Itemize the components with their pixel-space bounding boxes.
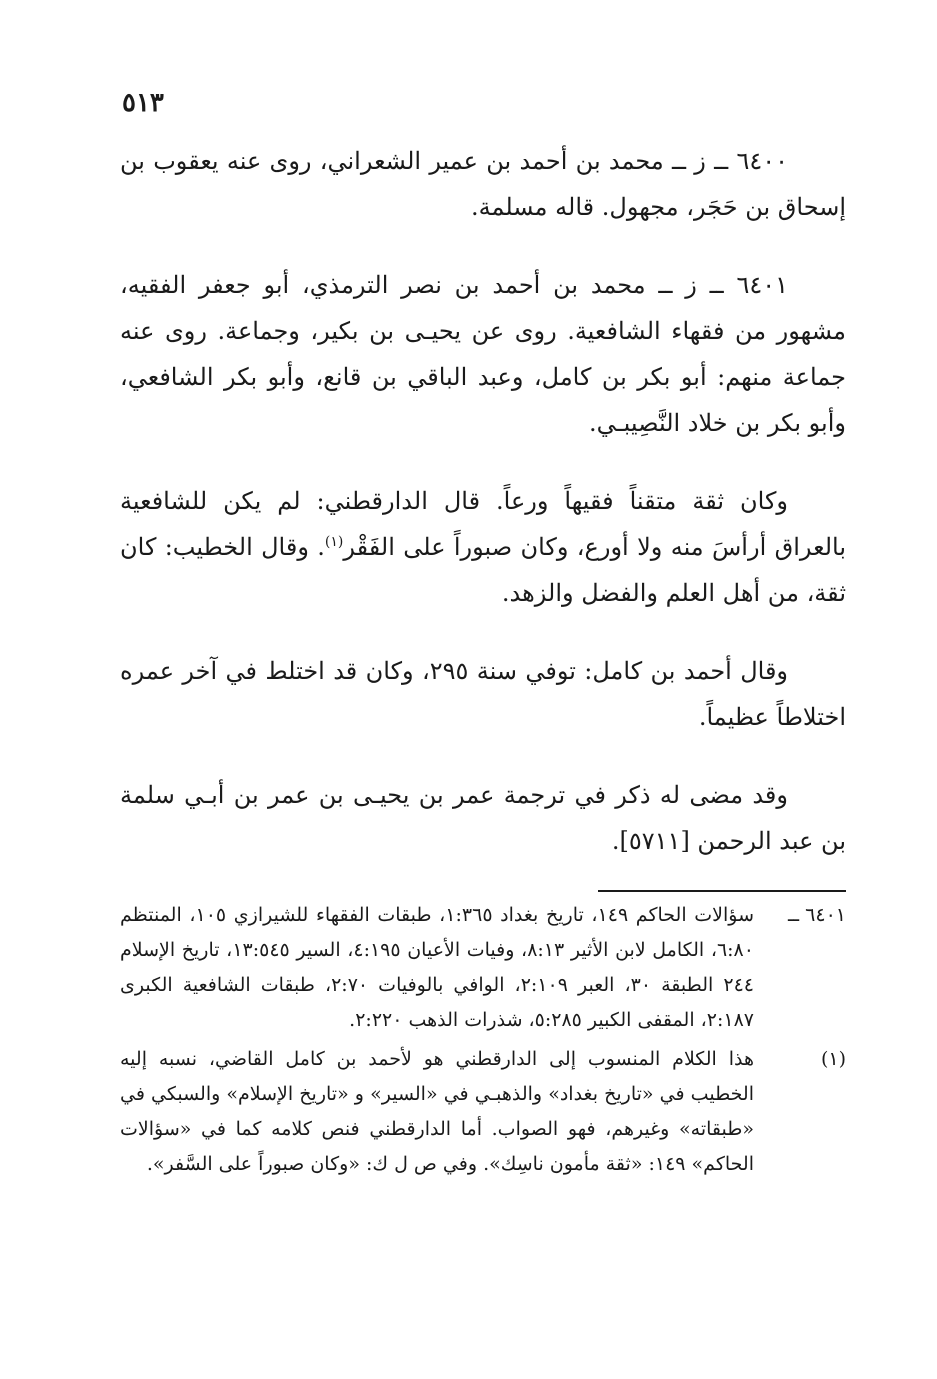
footnote-sources xyxy=(120,898,846,1038)
entry-6401-paragraph-3: وقال أحمد بن كامل: توفي سنة ٢٩٥، وكان قد اختلط في آخر عمره اختلاطاً عظيماً. xyxy=(120,657,846,731)
footnote-1 xyxy=(120,1042,846,1182)
entry-6401-paragraph-2 xyxy=(120,478,846,616)
paragraph-text: وكان ثقة متقناً فقيهاً ورعاً. قال الدارقطني: لم يكن للشافعية بالعراق أرأسَ منه ولا أورع، وكان صبوراً على الفَقْر xyxy=(120,487,847,561)
footnote-text: هذا الكلام المنسوب إلى الدارقطني هو لأحمد بن كامل القاضي، نسبه إليه الخطيب في «تاريخ بغداد» والذهبـي في «السير» و «تاريخ الإسلام» والسبكي في «طبقاته» وغيرهم، فهو الصواب. أما الدارقطني فنص كلامه كما في «سؤالات الحاكم» ١٤٩: «ثقة مأمون ناسِك». وفي ص ل ك: «وكان صبوراً على السَّفر». xyxy=(120,1048,754,1175)
entry-6401: ٦٤٠١ ــ ز ــ محمد بن أحمد بن نصر الترمذي، أبو جعفر الفقيه، مشهور من فقهاء الشافعية. روى عن يحيـى بن بكير، وجماعة. روى عنه جماعة منهم: أبو بكر بن كامل، وعبد الباقي بن قانع، وأبو بكر الشافعي، وأبو بكر بن خلاد النَّصِيبـي. xyxy=(120,271,846,437)
footnote-text: سؤالات الحاكم ١٤٩، تاريخ بغداد ١:٣٦٥، طبقات الفقهاء للشيرازي ١٠٥، المنتظم ٦:٨٠، الكامل لابن الأثير ٨:١٣، وفيات الأعيان ٤:١٩٥، السير ١٣:٥٤٥، تاريخ الإسلام ٢٤٤ الطبقة ٣٠، العبر ٢:١٠٩، الوافي بالوفيات ٢:٧٠، طبقات الشافعية الكبرى ٢:١٨٧، المقفى الكبير ٥:٢٨٥، شذرات الذهب ٢:٢٢٠. xyxy=(120,904,754,1031)
entry-6400: ٦٤٠٠ ــ ز ــ محمد بن أحمد بن عمير الشعراني، روى عنه يعقوب بن إسحاق بن حَجَر، مجهول. قاله مسلمة. xyxy=(120,147,846,221)
page-number: ٥١٣ xyxy=(122,88,164,118)
footnotes xyxy=(120,898,846,1186)
paragraph-text-continued: . وقال الخطيب: كان ثقة، من أهل العلم والفضل والزهد. xyxy=(120,533,846,607)
main-text xyxy=(120,138,846,896)
footnote-label: (١) xyxy=(820,1048,846,1070)
footnote-label: ٦٤٠١ ــ xyxy=(787,904,846,926)
footnote-divider xyxy=(598,890,846,892)
entry-6401-paragraph-4: وقد مضى له ذكر في ترجمة عمر بن يحيـى بن عمر بن أبـي سلمة بن عبد الرحمن [٥٧١١]. xyxy=(120,781,846,855)
footnote-reference[interactable]: (١) xyxy=(324,534,344,550)
